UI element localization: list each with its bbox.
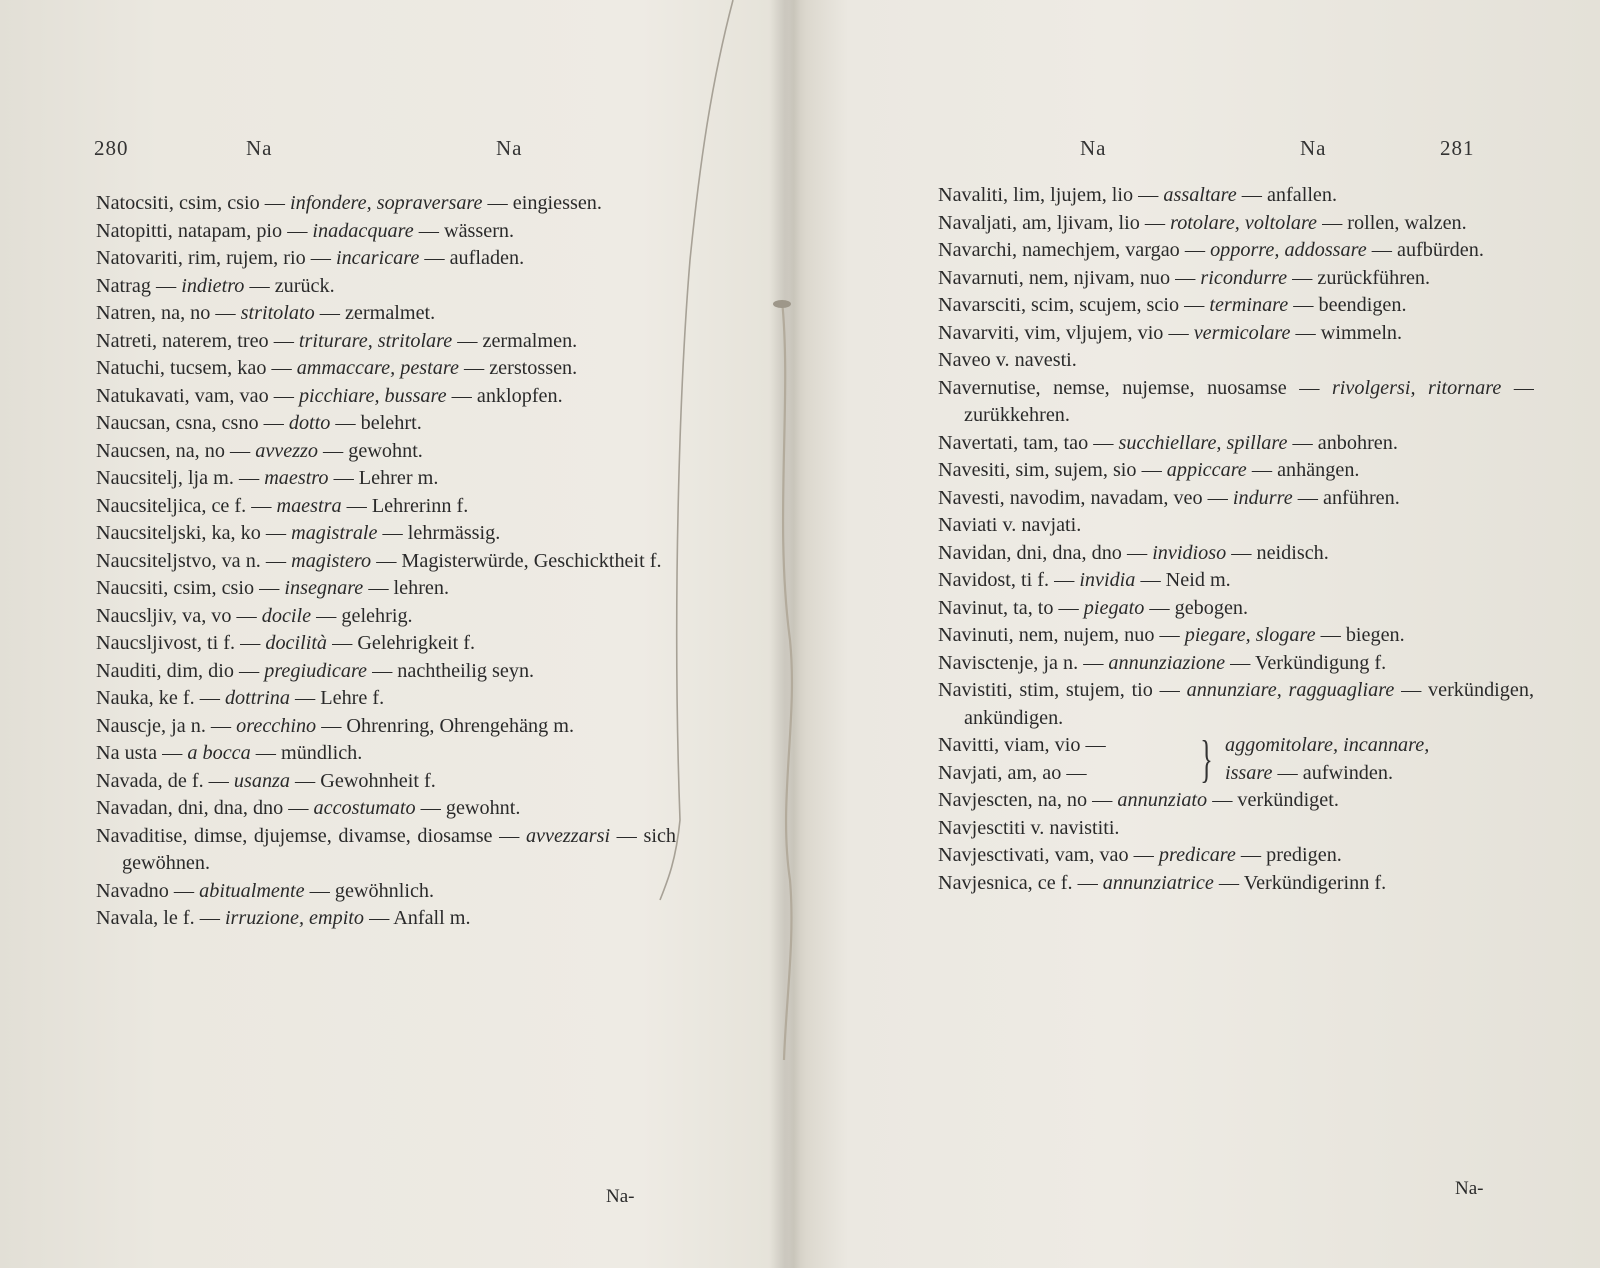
catchword: Na-: [606, 1186, 635, 1207]
entry-headword: Nauka, ke f.: [96, 687, 195, 709]
entry-headword: Natopitti, natapam, pio: [96, 219, 283, 242]
entry-german: gewohnt.: [445, 797, 521, 819]
entry-german: Lehrer m.: [358, 467, 439, 489]
dictionary-entry: Navinuti, nem, nujem, nuo — piegare, slogare — biegen.: [938, 624, 1405, 646]
entry-italian: terminare: [1209, 294, 1289, 316]
entry-headword: Na usta: [96, 742, 158, 764]
entry-headword: Navinut, ta, to: [938, 596, 1054, 619]
entry-headword: Navistiti, stim, stujem, tio: [938, 679, 1153, 701]
dictionary-entry: Navjesctivati, vam, vao — predicare — predigen.: [938, 844, 1342, 866]
dictionary-entry: Navjesnica, ce f. — annunziatrice — Verkündigerinn f.: [938, 871, 1387, 894]
entry-italian: abitualmente: [199, 879, 305, 902]
entry-headword: Navadno: [96, 879, 169, 902]
entry-headword: Navarviti, vim, vljujem, vio: [938, 321, 1164, 344]
catchword: Na-: [1455, 1178, 1484, 1199]
entry-german: sich gewöhnen.: [122, 824, 676, 874]
entry-german: anklopfen.: [476, 384, 563, 407]
dictionary-entry: Navada, de f. — usanza — Gewohnheit f.: [96, 769, 436, 792]
dictionary-entry: Navarchi, namechjem, vargao — opporre, addossare — aufbürden.: [938, 239, 1484, 261]
brace-symbol: }: [1200, 730, 1213, 788]
entry-headword: Natreti, naterem, treo: [96, 329, 269, 352]
entry-italian: docile: [261, 604, 312, 627]
entry-german: wimmeln.: [1320, 321, 1403, 344]
entry-italian: piegare, slogare: [1184, 624, 1316, 646]
dictionary-entry: Navesti, navodim, navadam, veo — indurre — anführen.: [938, 486, 1400, 509]
entry-italian: annunziare, ragguagliare: [1186, 679, 1395, 701]
dictionary-entry: Navjescten, na, no — annunziato — verkündiget.: [938, 789, 1339, 811]
dictionary-entry: Navernutise, nemse, nujemse, nuosamse — rivolgersi, ritornare — zurükkehren.: [938, 376, 1534, 426]
header-right: Na: [1300, 136, 1327, 160]
dictionary-entry: Navadan, dni, dna, dno — accostumato — gewohnt.: [96, 797, 521, 819]
entry-german: verkündigen, ankündigen.: [964, 679, 1534, 729]
entry-italian: inadacquare: [312, 219, 414, 242]
entry-headword: Navarchi, namechjem, vargao: [938, 239, 1180, 261]
dictionary-entry: Na usta — a bocca — mündlich.: [96, 742, 363, 764]
dictionary-entry: [938, 512, 1534, 540]
left-page: [0, 0, 790, 1268]
entry-italian: avvezzarsi: [525, 824, 611, 847]
dictionary-entry: Natuchi, tucsem, kao — ammaccare, pestare — zerstossen.: [96, 357, 578, 379]
entry-headword: Navala, le f.: [96, 907, 195, 929]
entry-headword: Naviati v. navjati.: [938, 514, 1082, 536]
entry-italian: piegato: [1083, 596, 1145, 619]
entry-german: verkündiget.: [1237, 789, 1339, 811]
entry-headword: Navjesctivati, vam, vao: [938, 844, 1129, 866]
dictionary-entry: Nauditi, dim, dio — pregiudicare — nachtheilig seyn.: [96, 659, 535, 682]
entry-headword: Navadan, dni, dna, dno: [96, 797, 284, 819]
entry-italian: maestro: [264, 467, 329, 489]
dictionary-entry: Naucsiteljski, ka, ko — magistrale — lehrmässig.: [96, 522, 501, 544]
entry-headword: Natocsiti, csim, csio: [96, 192, 260, 214]
entry-german: rollen, walzen.: [1347, 211, 1467, 234]
dictionary-entry: Navarviti, vim, vljujem, vio — vermicolare — wimmeln.: [938, 321, 1403, 344]
entry-italian: ricondurre: [1200, 266, 1288, 289]
entry-headword: Nauditi, dim, dio: [96, 659, 234, 682]
entry-italian: stritolato: [240, 302, 315, 324]
entry-italian: indurre: [1232, 486, 1293, 509]
entry-italian: ammaccare, pestare: [296, 357, 459, 379]
dictionary-entry: Naucsan, csna, csno — dotto — belehrt.: [96, 412, 422, 434]
entry-headword: Natukavati, vam, vao: [96, 384, 269, 407]
entry-italian: vermicolare: [1193, 321, 1291, 344]
dictionary-entry: Naucsljiv, va, vo — docile — gelehrig.: [96, 604, 413, 627]
dictionary-entry: Naucsiti, csim, csio — insegnare — lehren.: [96, 577, 450, 599]
dictionary-entry: Naucsljivost, ti f. — docilità — Gelehrigkeit f.: [96, 632, 476, 654]
dictionary-entry: Natovariti, rim, rujem, rio — incaricare — aufladen.: [96, 247, 525, 269]
entry-german: zurück.: [274, 274, 335, 297]
brace-german: aufwinden.: [1302, 761, 1393, 784]
dictionary-entry: Navidan, dni, dna, dno — invidioso — neidisch.: [938, 541, 1329, 564]
entry-german: aufbürden.: [1396, 239, 1484, 261]
entry-headword: Navada, de f.: [96, 769, 204, 792]
brace-line-1: Navitti, viam, vio —: [938, 734, 1106, 756]
dictionary-entry: Navinut, ta, to — piegato — gebogen.: [938, 596, 1249, 619]
entry-german: anführen.: [1323, 486, 1400, 509]
dictionary-entry: Navesiti, sim, sujem, sio — appiccare — anhängen.: [938, 459, 1360, 481]
header-left: Na: [1080, 136, 1107, 160]
entry-italian: incaricare: [335, 247, 420, 269]
dictionary-entry: Navaditise, dimse, djujemse, divamse, diosamse — avvezzarsi — sich gewöhnen.: [96, 824, 676, 874]
entry-german: eingiessen.: [512, 192, 602, 214]
entry-headword: Natuchi, tucsem, kao: [96, 357, 267, 379]
entry-headword: Naucsan, csna, csno: [96, 412, 259, 434]
entry-italian: avvezzo: [255, 439, 318, 462]
header-left: Na: [246, 136, 273, 160]
entry-german: zurückführen.: [1317, 266, 1431, 289]
entry-german: beendigen.: [1318, 294, 1407, 316]
dictionary-entry: Naucsen, na, no — avvezzo — gewohnt.: [96, 439, 423, 462]
entry-german: anbohren.: [1317, 431, 1398, 454]
entry-german: gelehrig.: [341, 604, 413, 627]
entry-italian: usanza: [233, 769, 290, 792]
entry-italian: rivolgersi, ritornare: [1331, 376, 1502, 399]
entry-headword: Navarsciti, scim, scujem, scio: [938, 294, 1180, 316]
entry-german: Magisterwürde, Geschicktheit f.: [401, 549, 662, 572]
dictionary-entry: Natreti, naterem, treo — triturare, stritolare — zermalmen.: [96, 329, 578, 352]
entry-headword: Navertati, tam, tao: [938, 431, 1089, 454]
entry-german: lehrmässig.: [407, 522, 501, 544]
entry-italian: accostumato: [313, 797, 416, 819]
entry-headword: Nauscje, ja n.: [96, 714, 206, 737]
entry-italian: annunziatrice: [1102, 871, 1214, 894]
entry-german: Verkündigung f.: [1254, 651, 1387, 674]
entry-italian: assaltare: [1163, 184, 1237, 206]
entry-german: Neid m.: [1165, 569, 1231, 591]
entry-german: zerstossen.: [489, 357, 578, 379]
entry-italian: indietro: [181, 274, 245, 297]
entry-headword: Navisctenje, ja n.: [938, 651, 1079, 674]
entry-italian: appiccare: [1166, 459, 1247, 481]
entry-german: biegen.: [1345, 624, 1405, 646]
entry-italian: triturare, stritolare: [298, 329, 453, 352]
entry-headword: Natren, na, no: [96, 302, 211, 324]
entry-italian: annunziazione: [1108, 651, 1226, 674]
entry-german: Ohrenring, Ohrengehäng m.: [346, 714, 575, 737]
entry-headword: Natovariti, rim, rujem, rio: [96, 247, 306, 269]
entry-list: [96, 190, 676, 933]
entry-german: mündlich.: [281, 742, 363, 764]
entry-italian: pregiudicare: [264, 659, 368, 682]
entry-german: gewohnt.: [348, 439, 423, 462]
dictionary-entry: Navaljati, am, ljivam, lio — rotolare, voltolare — rollen, walzen.: [938, 211, 1467, 234]
entry-german: nachtheilig seyn.: [397, 659, 535, 682]
dictionary-entry: Natopitti, natapam, pio — inadacquare — wässern.: [96, 219, 515, 242]
dictionary-entry: [938, 815, 1534, 843]
entry-italian: magistrale: [291, 522, 378, 544]
entry-headword: Navesti, navodim, navadam, veo: [938, 486, 1203, 509]
entry-german: Lehrerinn f.: [371, 494, 469, 517]
entry-german: zermalmet.: [344, 302, 436, 324]
entry-italian: irruzione, empito: [224, 907, 365, 929]
entry-german: zurükkehren.: [964, 404, 1070, 426]
entry-italian: invidioso: [1152, 541, 1227, 564]
dictionary-entry: Navala, le f. — irruzione, empito — Anfall m.: [96, 907, 471, 929]
entry-headword: Navjesnica, ce f.: [938, 871, 1073, 894]
dictionary-entry: Navadno — abitualmente — gewöhnlich.: [96, 879, 435, 902]
entry-headword: Natrag: [96, 274, 151, 297]
dictionary-entry: Nauka, ke f. — dottrina — Lehre f.: [96, 687, 385, 709]
dictionary-entry: Navidost, ti f. — invidia — Neid m.: [938, 569, 1231, 591]
dictionary-entry: Naucsiteljstvo, va n. — magistero — Magisterwürde, Geschicktheit f.: [96, 549, 662, 572]
entry-german: Verkündigerinn f.: [1243, 871, 1387, 894]
entry-italian: infondere, sopraversare: [290, 192, 483, 214]
entry-german: predigen.: [1266, 844, 1342, 866]
entry-headword: Navaljati, am, ljivam, lio: [938, 211, 1140, 234]
header-right: Na: [496, 136, 523, 160]
brace-italian-1: aggomitolare, incannare,: [1224, 734, 1430, 756]
entry-italian: predicare: [1158, 844, 1236, 866]
entry-headword: Naucsljiv, va, vo: [96, 604, 232, 627]
entry-german: Anfall m.: [393, 907, 471, 929]
entry-headword: Navarnuti, nem, njivam, nuo: [938, 266, 1171, 289]
entry-german: Gewohnheit f.: [320, 769, 436, 792]
entry-headword: Navernutise, nemse, nujemse, nuosamse: [938, 376, 1287, 399]
entry-headword: Naucsiteljstvo, va n.: [96, 549, 261, 572]
entry-italian: rotolare, voltolare: [1170, 211, 1318, 234]
entry-italian: a bocca: [187, 742, 251, 764]
dictionary-entry: Natrag — indietro — zurück.: [96, 274, 335, 297]
entry-italian: picchiare, bussare: [298, 384, 447, 407]
entry-italian: insegnare: [284, 577, 364, 599]
entry-headword: Navinuti, nem, nujem, nuo: [938, 624, 1155, 646]
dictionary-entry: Natukavati, vam, vao — picchiare, bussare — anklopfen.: [96, 384, 563, 407]
entry-italian: dotto: [288, 412, 331, 434]
dictionary-entry: Naucsiteljica, ce f. — maestra — Lehrerinn f.: [96, 494, 469, 517]
page-number: 281: [1440, 136, 1475, 160]
entry-italian: opporre, addossare: [1210, 239, 1367, 261]
entry-italian: docilità: [265, 632, 328, 654]
entry-headword: Naucsiti, csim, csio: [96, 577, 255, 599]
entry-italian: dottrina: [224, 687, 290, 709]
entry-headword: Navjesctiti v. navistiti.: [938, 816, 1120, 839]
entry-german: anfallen.: [1266, 184, 1338, 206]
entry-headword: Naucsiteljica, ce f.: [96, 494, 247, 517]
dictionary-entry: Navaliti, lim, ljujem, lio — assaltare — anfallen.: [938, 184, 1338, 206]
entry-headword: Navidan, dni, dna, dno: [938, 541, 1122, 564]
entry-german: wässern.: [444, 219, 515, 242]
entry-list: [938, 182, 1534, 897]
entry-german: Gelehrigkeit f.: [357, 632, 476, 654]
entry-headword: Naucsiteljski, ka, ko: [96, 522, 261, 544]
page-number: 280: [94, 136, 129, 160]
entry-german: neidisch.: [1256, 541, 1329, 564]
entry-german: anhängen.: [1277, 459, 1360, 481]
entry-italian: succhiellare, spillare: [1118, 431, 1288, 454]
entry-headword: Navesiti, sim, sujem, sio: [938, 459, 1137, 481]
dictionary-entry: Navarsciti, scim, scujem, scio — terminare — beendigen.: [938, 294, 1407, 316]
entry-headword: Navaliti, lim, ljujem, lio: [938, 184, 1134, 206]
dictionary-entry: Navistiti, stim, stujem, tio — annunziare, ragguagliare — verkündigen, ankündigen.: [938, 679, 1534, 729]
entry-german: gewöhnlich.: [334, 879, 435, 902]
dictionary-entry: Natocsiti, csim, csio — infondere, sopraversare — eingiessen.: [96, 192, 602, 214]
dictionary-entry: [938, 347, 1534, 375]
entry-headword: Naucsljivost, ti f.: [96, 632, 236, 654]
dictionary-entry: Navarnuti, nem, njivam, nuo — ricondurre — zurückführen.: [938, 266, 1431, 289]
right-page: [790, 0, 1600, 1268]
dictionary-entry: Nauscje, ja n. — orecchino — Ohrenring, Ohrengehäng m.: [96, 714, 575, 737]
entry-italian: maestra: [276, 494, 342, 517]
entry-german: zermalmen.: [482, 329, 578, 352]
brace-entry: Navitti, viam, vio — Navjati, am, ao — } aggomitolare, incannare, issare — aufwinden.: [938, 732, 1534, 787]
entry-headword: Naucsen, na, no: [96, 439, 225, 462]
entry-italian: magistero: [291, 549, 372, 572]
dictionary-entry: Natren, na, no — stritolato — zermalmet.: [96, 302, 436, 324]
dictionary-entry: Naucsitelj, lja m. — maestro — Lehrer m.: [96, 467, 439, 489]
entry-headword: Naucsitelj, lja m.: [96, 467, 234, 489]
dictionary-entry: Navisctenje, ja n. — annunziazione — Verkündigung f.: [938, 651, 1387, 674]
entry-italian: annunziato: [1117, 789, 1208, 811]
entry-headword: Navjescten, na, no: [938, 789, 1088, 811]
entry-german: belehrt.: [360, 412, 422, 434]
entry-headword: Navaditise, dimse, djujemse, divamse, diosamse: [96, 824, 493, 847]
entry-german: gebogen.: [1174, 596, 1249, 619]
dictionary-entry: Navertati, tam, tao — succhiellare, spillare — anbohren.: [938, 431, 1398, 454]
entry-italian: invidia: [1079, 569, 1136, 591]
brace-line-2: Navjati, am, ao —: [938, 761, 1087, 784]
entry-german: aufladen.: [449, 247, 525, 269]
entry-headword: Navidost, ti f.: [938, 569, 1050, 591]
brace-italian-2: issare: [1224, 761, 1273, 784]
entry-italian: orecchino: [236, 714, 317, 737]
entry-headword: Naveo v. navesti.: [938, 349, 1077, 371]
entry-german: lehren.: [393, 577, 450, 599]
entry-german: Lehre f.: [320, 687, 385, 709]
